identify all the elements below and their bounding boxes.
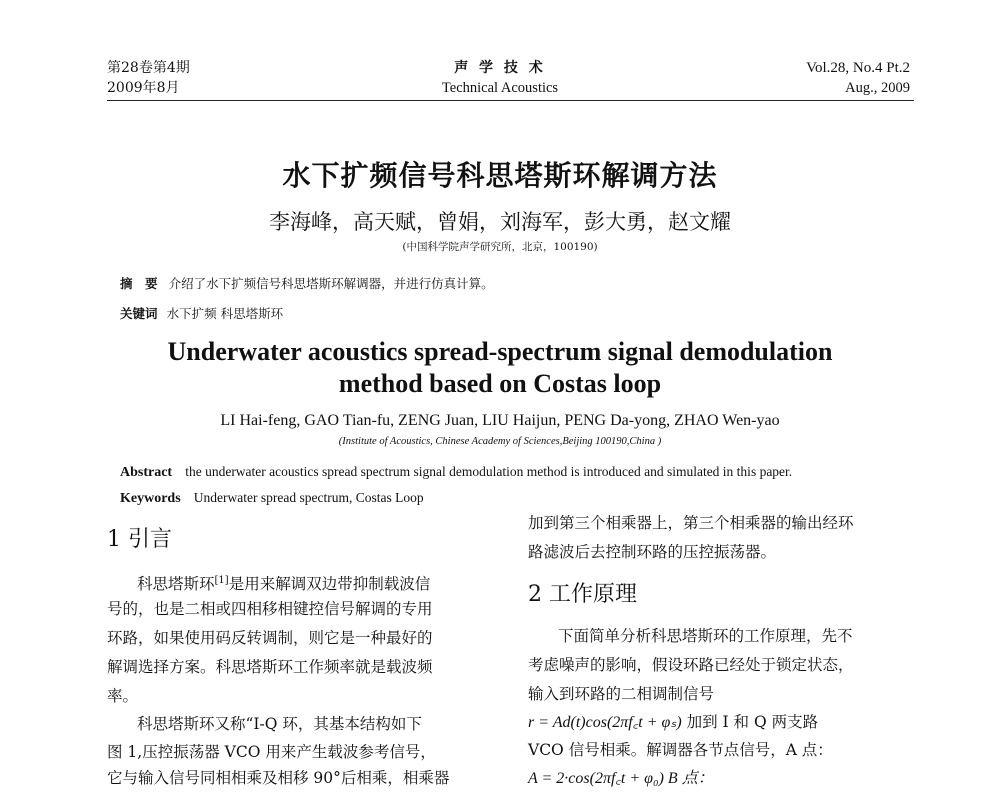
journal-name-cn: 声 学 技 术 [454, 60, 546, 76]
journal-name-en: Technical Acoustics [441, 80, 559, 96]
keywords-cn-label: 关键词 [120, 306, 158, 321]
paper-title-cn: 水下扩频信号科思塔斯环解调方法 [282, 159, 718, 192]
sec2-line6-cut: A = 2·cos(2πf꜀t + φ₀) B 点： [528, 770, 714, 787]
sec1-p2-line1: 科思塔斯环又称“I-Q 环，其基本结构如下 [137, 715, 422, 733]
section-2-heading: 2 工作原理 [528, 582, 637, 607]
sec1-p1-line5: 率。 [107, 687, 139, 705]
abstract-cn-label: 摘 要 [120, 276, 158, 291]
journal-date-en: Aug., 2009 [845, 80, 910, 96]
keywords-cn-text: 水下扩频 科思塔斯环 [166, 306, 284, 321]
equation-tail: 加到 I 和 Q 两支路 [681, 713, 819, 731]
affiliation-en: (Institute of Acoustics, Chinese Academy of Sciences,Beijing 100190,China ) [338, 436, 662, 447]
equation-r: r = Ad(t)cos(2πf꜀t + φₛ) [528, 714, 682, 731]
journal-date-cn: 2009年8月 [107, 80, 180, 96]
sec2-line1: 下面简单分析科思塔斯环的工作原理，先不 [558, 627, 853, 645]
sec1-p2-line3: 它与输入信号同相相乘及相移 90°后相乘，相乘器 [107, 769, 450, 787]
keywords-en [120, 487, 424, 507]
sec1-p1-line2: 号的，也是二相或四相移相键控信号解调的专用 [107, 600, 433, 618]
sec2-line2: 考虑噪声的影响，假设环路已经处于锁定状态， [528, 656, 854, 674]
sec1-p1-line3: 环路，如果使用码反转调制，则它是一种最好的 [107, 629, 433, 647]
citation-ref: [1] [214, 575, 229, 586]
affiliation-cn: (中国科学院声学研究所，北京，100190) [402, 241, 598, 253]
paper-title-en-line1: Underwater acoustics spread-spectrum signal demodulation [167, 337, 833, 366]
sec1-p1-line1b: 是用来解调双边带抑制载波信 [228, 575, 431, 594]
sec1-p2-line2: 图 1,压控振荡器 VCO 用来产生载波参考信号， [107, 743, 436, 761]
paper-title-en-line2: method based on Costas loop [338, 369, 662, 398]
sec2-line5: VCO 信号相乘。解调器各节点信号，A 点： [528, 741, 833, 759]
authors-cn: 李海峰，高天赋，曾娟，刘海军，彭大勇，赵文耀 [269, 210, 731, 234]
abstract-cn [120, 273, 494, 292]
abstract-en-text: the underwater acoustics spread spectrum signal demodulation method is introduced and simulated in this paper. [185, 464, 793, 479]
right-cont-line1: 加到第三个相乘器上，第三个相乘器的输出经环 [528, 514, 854, 532]
abstract-en [120, 461, 792, 481]
section-1-heading: 1 引言 [107, 527, 172, 552]
journal-volume-en: Vol.28, No.4 Pt.2 [806, 60, 910, 76]
abstract-en-label: Abstract [120, 465, 173, 480]
authors-en: LI Hai-feng, GAO Tian-fu, ZENG Juan, LIU Haijun, PENG Da-yong, ZHAO Wen-yao [220, 412, 780, 429]
journal-volume-cn: 第28卷第4期 [107, 60, 190, 76]
keywords-en-label: Keywords [120, 491, 181, 506]
header-rule [107, 100, 914, 101]
sec2-line4 [528, 708, 818, 737]
right-cont-line2: 路滤波后去控制环路的压控振荡器。 [528, 543, 777, 561]
sec2-line3: 输入到环路的二相调制信号 [528, 685, 715, 703]
abstract-cn-text: 介绍了水下扩频信号科思塔斯环解调器，并进行仿真计算。 [168, 276, 494, 291]
keywords-en-text: Underwater spread spectrum, Costas Loop [193, 490, 424, 505]
sec1-p1-line1a: 科思塔斯环 [137, 575, 215, 594]
keywords-cn [120, 303, 283, 322]
sec1-p1-line4: 解调选择方案。科思塔斯环工作频率就是载波频 [107, 658, 433, 676]
